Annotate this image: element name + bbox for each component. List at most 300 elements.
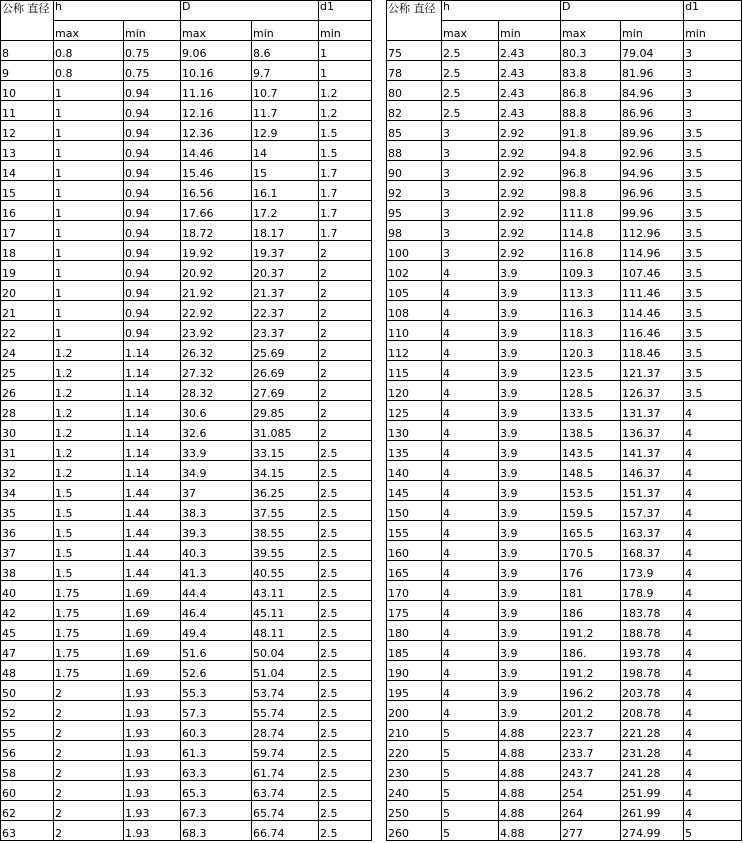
cell-left-h-min: 0.94 [124,221,181,241]
cell-left-h-min: 1.14 [124,361,181,381]
cell-right-d1-min: 4 [684,801,742,821]
cell-left-D-min: 33.15 [252,441,319,461]
cell-right-h-min: 3.9 [499,521,561,541]
cell-right-h-min: 3.9 [499,461,561,481]
cell-right-h-max: 4 [442,601,499,621]
cell-left-D-max: 60.3 [181,721,252,741]
cell-right-D-max: 80.3 [561,41,621,61]
table-row [1,161,742,181]
cell-right-nominal: 78 [387,61,442,81]
cell-right-nominal: 145 [387,481,442,501]
cell-right-nominal: 85 [387,121,442,141]
cell-right-D-max: 223.7 [561,721,621,741]
cell-left-d1-min: 1.5 [319,121,372,141]
cell-right-d1-min: 3 [684,61,742,81]
cell-right-D-max: 148.5 [561,461,621,481]
table-row [1,441,742,461]
cell-right-h-min: 3.9 [499,661,561,681]
cell-right-nominal: 195 [387,681,442,701]
cell-left-d1-min: 2 [319,421,372,441]
cell-left-D-min: 28.74 [252,721,319,741]
table-row [1,381,742,401]
cell-right-D-max: 133.5 [561,401,621,421]
cell-right-h-max: 4 [442,661,499,681]
cell-left-h-max: 1 [54,301,124,321]
cell-right-D-min: 121.37 [621,361,684,381]
cell-right-h-max: 5 [442,801,499,821]
cell-left-nominal: 48 [1,661,54,681]
cell-right-h-max: 3 [442,161,499,181]
cell-right-d1-min: 4 [684,641,742,661]
cell-left-h-min: 1.69 [124,601,181,621]
cell-right-h-max: 4 [442,261,499,281]
cell-left-D-max: 26.32 [181,341,252,361]
cell-right-D-min: 208.78 [621,701,684,721]
cell-right-h-min: 3.9 [499,561,561,581]
cell-left-nominal: 22 [1,321,54,341]
cell-left-nominal: 26 [1,381,54,401]
cell-right-D-min: 141.37 [621,441,684,461]
cell-right-d1-min: 3.5 [684,281,742,301]
cell-right-h-max: 4 [442,581,499,601]
header-D-min-left: min [252,21,319,41]
cell-left-nominal: 14 [1,161,54,181]
cell-left-D-min: 10.7 [252,81,319,101]
cell-right-nominal: 102 [387,261,442,281]
header-nominal-diameter-right: 公称 直径 [387,1,442,41]
cell-right-h-max: 4 [442,361,499,381]
table-row [1,621,742,641]
header-row-1 [1,1,742,21]
cell-left-D-min: 8.6 [252,41,319,61]
cell-left-h-min: 0.75 [124,61,181,81]
cell-right-D-max: 233.7 [561,741,621,761]
cell-left-d1-min: 2 [319,301,372,321]
cell-left-D-min: 20.37 [252,261,319,281]
cell-left-D-max: 67.3 [181,801,252,821]
cell-left-nominal: 37 [1,541,54,561]
spec-table-body [1,1,742,841]
cell-right-nominal: 200 [387,701,442,721]
cell-right-d1-min: 3 [684,101,742,121]
cell-right-nominal: 210 [387,721,442,741]
cell-right-h-max: 4 [442,341,499,361]
cell-right-d1-min: 4 [684,561,742,581]
cell-left-nominal: 12 [1,121,54,141]
column-separator [372,1,387,841]
cell-left-D-min: 9.7 [252,61,319,81]
cell-left-h-max: 1 [54,81,124,101]
cell-left-d1-min: 1.7 [319,181,372,201]
cell-right-d1-min: 4 [684,541,742,561]
cell-left-D-max: 38.3 [181,501,252,521]
cell-right-D-min: 251.99 [621,781,684,801]
cell-left-D-max: 27.32 [181,361,252,381]
cell-left-h-max: 2 [54,741,124,761]
cell-right-nominal: 92 [387,181,442,201]
cell-left-h-max: 2 [54,801,124,821]
cell-right-D-max: 88.8 [561,101,621,121]
cell-right-D-max: 128.5 [561,381,621,401]
cell-right-nominal: 100 [387,241,442,261]
table-row [1,181,742,201]
cell-right-D-max: 176 [561,561,621,581]
cell-left-h-min: 1.93 [124,761,181,781]
cell-right-h-max: 5 [442,821,499,841]
cell-right-nominal: 150 [387,501,442,521]
cell-right-nominal: 82 [387,101,442,121]
table-row [1,521,742,541]
cell-left-h-min: 0.94 [124,281,181,301]
cell-right-h-min: 3.9 [499,301,561,321]
cell-right-nominal: 112 [387,341,442,361]
cell-left-h-max: 1.75 [54,661,124,681]
cell-right-h-min: 2.43 [499,61,561,81]
cell-right-d1-min: 5 [684,821,742,841]
cell-right-nominal: 105 [387,281,442,301]
cell-left-d1-min: 2.5 [319,461,372,481]
cell-left-D-min: 11.7 [252,101,319,121]
cell-right-D-max: 143.5 [561,441,621,461]
cell-right-h-max: 4 [442,681,499,701]
cell-left-h-max: 1.5 [54,561,124,581]
cell-left-D-min: 31.085 [252,421,319,441]
cell-right-h-min: 2.43 [499,81,561,101]
cell-right-D-min: 81.96 [621,61,684,81]
cell-right-h-max: 5 [442,741,499,761]
table-row [1,61,742,81]
cell-right-D-min: 107.46 [621,261,684,281]
cell-left-h-max: 1.5 [54,501,124,521]
cell-left-h-min: 1.14 [124,341,181,361]
cell-left-h-min: 1.93 [124,741,181,761]
cell-left-D-min: 51.04 [252,661,319,681]
cell-right-nominal: 170 [387,581,442,601]
cell-right-h-min: 2.92 [499,121,561,141]
cell-right-h-min: 3.9 [499,281,561,301]
cell-right-nominal: 95 [387,201,442,221]
cell-left-h-min: 1.69 [124,581,181,601]
cell-right-D-max: 116.8 [561,241,621,261]
table-row [1,241,742,261]
cell-left-D-min: 23.37 [252,321,319,341]
cell-right-h-max: 4 [442,461,499,481]
cell-right-h-min: 3.9 [499,401,561,421]
cell-left-d1-min: 2.5 [319,701,372,721]
cell-right-h-min: 3.9 [499,261,561,281]
cell-right-h-min: 3.9 [499,481,561,501]
cell-right-h-max: 4 [442,381,499,401]
cell-right-D-max: 254 [561,781,621,801]
header-h-right: h [442,1,561,21]
cell-left-nominal: 38 [1,561,54,581]
cell-right-h-max: 4 [442,521,499,541]
cell-left-D-min: 27.69 [252,381,319,401]
cell-left-D-min: 26.69 [252,361,319,381]
cell-left-d1-min: 2.5 [319,641,372,661]
cell-left-D-max: 34.9 [181,461,252,481]
cell-right-h-min: 4.88 [499,741,561,761]
cell-right-nominal: 240 [387,781,442,801]
cell-left-D-min: 66.74 [252,821,319,841]
cell-left-h-min: 0.94 [124,161,181,181]
cell-left-h-max: 1 [54,181,124,201]
cell-right-d1-min: 4 [684,521,742,541]
cell-right-D-min: 178.9 [621,581,684,601]
cell-right-d1-min: 4 [684,741,742,761]
cell-right-D-min: 146.37 [621,461,684,481]
cell-left-D-max: 23.92 [181,321,252,341]
cell-right-D-max: 159.5 [561,501,621,521]
table-row [1,121,742,141]
cell-left-D-min: 39.55 [252,541,319,561]
cell-right-nominal: 110 [387,321,442,341]
cell-left-d1-min: 1.2 [319,81,372,101]
cell-right-D-max: 114.8 [561,221,621,241]
cell-right-d1-min: 4 [684,601,742,621]
cell-right-d1-min: 3.5 [684,301,742,321]
cell-left-h-min: 1.93 [124,701,181,721]
cell-right-d1-min: 3.5 [684,381,742,401]
cell-left-h-max: 1 [54,281,124,301]
cell-left-D-min: 15 [252,161,319,181]
cell-right-D-min: 231.28 [621,741,684,761]
cell-right-D-min: 183.78 [621,601,684,621]
cell-right-h-min: 3.9 [499,541,561,561]
cell-left-D-min: 38.55 [252,521,319,541]
cell-left-nominal: 24 [1,341,54,361]
cell-right-d1-min: 4 [684,781,742,801]
cell-right-D-max: 113.3 [561,281,621,301]
cell-left-nominal: 30 [1,421,54,441]
cell-left-h-max: 1.2 [54,461,124,481]
cell-right-h-min: 4.88 [499,761,561,781]
cell-left-d1-min: 2.5 [319,521,372,541]
cell-left-nominal: 55 [1,721,54,741]
cell-right-d1-min: 3.5 [684,161,742,181]
cell-left-nominal: 13 [1,141,54,161]
cell-left-h-min: 1.44 [124,481,181,501]
cell-right-h-max: 4 [442,701,499,721]
cell-left-h-max: 1.75 [54,621,124,641]
cell-right-D-min: 151.37 [621,481,684,501]
cell-right-h-min: 4.88 [499,801,561,821]
cell-left-nominal: 9 [1,61,54,81]
cell-left-D-max: 16.56 [181,181,252,201]
cell-left-nominal: 47 [1,641,54,661]
header-nominal-diameter-left: 公称 直径 [1,1,54,41]
cell-left-D-min: 65.74 [252,801,319,821]
cell-right-D-min: 136.37 [621,421,684,441]
cell-right-h-max: 4 [442,301,499,321]
cell-left-h-max: 1.2 [54,381,124,401]
cell-left-h-max: 1.2 [54,401,124,421]
cell-left-h-min: 1.69 [124,641,181,661]
cell-right-nominal: 165 [387,561,442,581]
cell-left-d1-min: 2.5 [319,621,372,641]
cell-right-d1-min: 4 [684,461,742,481]
cell-left-nominal: 63 [1,821,54,841]
cell-left-D-min: 36.25 [252,481,319,501]
table-row [1,801,742,821]
cell-left-h-min: 1.14 [124,421,181,441]
cell-left-nominal: 52 [1,701,54,721]
table-row [1,421,742,441]
cell-left-h-max: 1.5 [54,541,124,561]
header-d1-left: d1 [319,1,372,21]
cell-right-h-max: 4 [442,401,499,421]
cell-right-h-min: 3.9 [499,621,561,641]
cell-right-d1-min: 3 [684,41,742,61]
cell-right-h-max: 4 [442,281,499,301]
cell-left-nominal: 11 [1,101,54,121]
header-h-min-left: min [124,21,181,41]
cell-left-h-min: 1.14 [124,381,181,401]
table-row [1,481,742,501]
cell-left-h-max: 1.75 [54,601,124,621]
cell-left-d1-min: 2.5 [319,741,372,761]
cell-left-D-max: 10.16 [181,61,252,81]
cell-right-D-max: 120.3 [561,341,621,361]
cell-left-h-min: 0.94 [124,321,181,341]
cell-right-h-min: 3.9 [499,441,561,461]
cell-left-h-max: 1.5 [54,481,124,501]
cell-left-D-max: 44.4 [181,581,252,601]
cell-left-D-max: 51.6 [181,641,252,661]
cell-right-D-min: 157.37 [621,501,684,521]
cell-right-D-min: 126.37 [621,381,684,401]
cell-right-h-max: 3 [442,181,499,201]
cell-left-nominal: 18 [1,241,54,261]
table-row [1,141,742,161]
cell-right-D-max: 181 [561,581,621,601]
cell-right-h-max: 4 [442,641,499,661]
cell-left-D-max: 68.3 [181,821,252,841]
cell-left-h-max: 1 [54,101,124,121]
cell-left-h-min: 1.44 [124,561,181,581]
cell-left-D-max: 32.6 [181,421,252,441]
cell-right-nominal: 88 [387,141,442,161]
cell-right-D-max: 196.2 [561,681,621,701]
cell-left-h-min: 0.94 [124,81,181,101]
table-row [1,321,742,341]
cell-right-D-min: 163.37 [621,521,684,541]
cell-left-h-max: 0.8 [54,61,124,81]
table-row [1,701,742,721]
cell-right-D-max: 94.8 [561,141,621,161]
cell-right-h-max: 4 [442,621,499,641]
cell-left-d1-min: 2 [319,321,372,341]
cell-left-d1-min: 2 [319,341,372,361]
cell-left-nominal: 15 [1,181,54,201]
cell-right-h-max: 2.5 [442,101,499,121]
cell-right-D-min: 193.78 [621,641,684,661]
cell-left-h-min: 0.75 [124,41,181,61]
cell-right-D-min: 198.78 [621,661,684,681]
cell-right-h-min: 2.92 [499,201,561,221]
cell-left-D-max: 22.92 [181,301,252,321]
cell-right-h-min: 2.92 [499,241,561,261]
table-row [1,541,742,561]
cell-left-d1-min: 1 [319,41,372,61]
cell-left-h-min: 0.94 [124,301,181,321]
cell-right-h-max: 3 [442,141,499,161]
header-D-max-left: max [181,21,252,41]
cell-left-h-min: 1.93 [124,781,181,801]
cell-right-D-max: 186. [561,641,621,661]
cell-right-h-max: 5 [442,781,499,801]
cell-right-h-max: 4 [442,441,499,461]
cell-left-h-min: 1.14 [124,441,181,461]
cell-right-D-max: 277 [561,821,621,841]
cell-right-D-min: 188.78 [621,621,684,641]
cell-left-D-max: 40.3 [181,541,252,561]
cell-right-nominal: 185 [387,641,442,661]
cell-left-h-min: 1.14 [124,401,181,421]
cell-left-D-min: 16.1 [252,181,319,201]
cell-left-D-max: 46.4 [181,601,252,621]
cell-left-d1-min: 2.5 [319,761,372,781]
cell-left-d1-min: 2.5 [319,481,372,501]
cell-right-d1-min: 4 [684,661,742,681]
header-d1-min-left: min [319,21,372,41]
cell-left-D-min: 34.15 [252,461,319,481]
cell-left-D-min: 50.04 [252,641,319,661]
cell-left-nominal: 19 [1,261,54,281]
cell-left-D-min: 53.74 [252,681,319,701]
cell-left-h-min: 0.94 [124,101,181,121]
cell-left-D-max: 57.3 [181,701,252,721]
cell-left-d1-min: 2.5 [319,801,372,821]
cell-left-d1-min: 2 [319,281,372,301]
cell-left-D-min: 48.11 [252,621,319,641]
cell-right-h-max: 3 [442,241,499,261]
cell-left-d1-min: 2.5 [319,601,372,621]
cell-right-nominal: 230 [387,761,442,781]
header-h-left: h [54,1,181,21]
cell-left-h-min: 0.94 [124,241,181,261]
cell-right-D-min: 274.99 [621,821,684,841]
cell-left-h-max: 1.2 [54,361,124,381]
table-row [1,601,742,621]
cell-left-D-min: 12.9 [252,121,319,141]
cell-left-h-max: 1.5 [54,521,124,541]
cell-left-h-min: 1.14 [124,461,181,481]
table-row [1,661,742,681]
cell-right-d1-min: 4 [684,581,742,601]
table-row [1,281,742,301]
table-row [1,301,742,321]
cell-left-d1-min: 1 [319,61,372,81]
cell-left-d1-min: 1.7 [319,201,372,221]
cell-left-d1-min: 2.5 [319,661,372,681]
cell-left-h-min: 1.69 [124,621,181,641]
cell-left-D-min: 55.74 [252,701,319,721]
cell-left-d1-min: 2.5 [319,781,372,801]
table-row [1,501,742,521]
cell-right-D-max: 264 [561,801,621,821]
cell-right-h-min: 4.88 [499,821,561,841]
cell-right-D-min: 261.99 [621,801,684,821]
cell-right-h-min: 3.9 [499,501,561,521]
cell-right-h-max: 2.5 [442,41,499,61]
cell-right-h-max: 4 [442,321,499,341]
cell-left-D-min: 45.11 [252,601,319,621]
cell-right-d1-min: 4 [684,441,742,461]
cell-right-h-min: 3.9 [499,321,561,341]
cell-left-nominal: 50 [1,681,54,701]
table-row [1,581,742,601]
